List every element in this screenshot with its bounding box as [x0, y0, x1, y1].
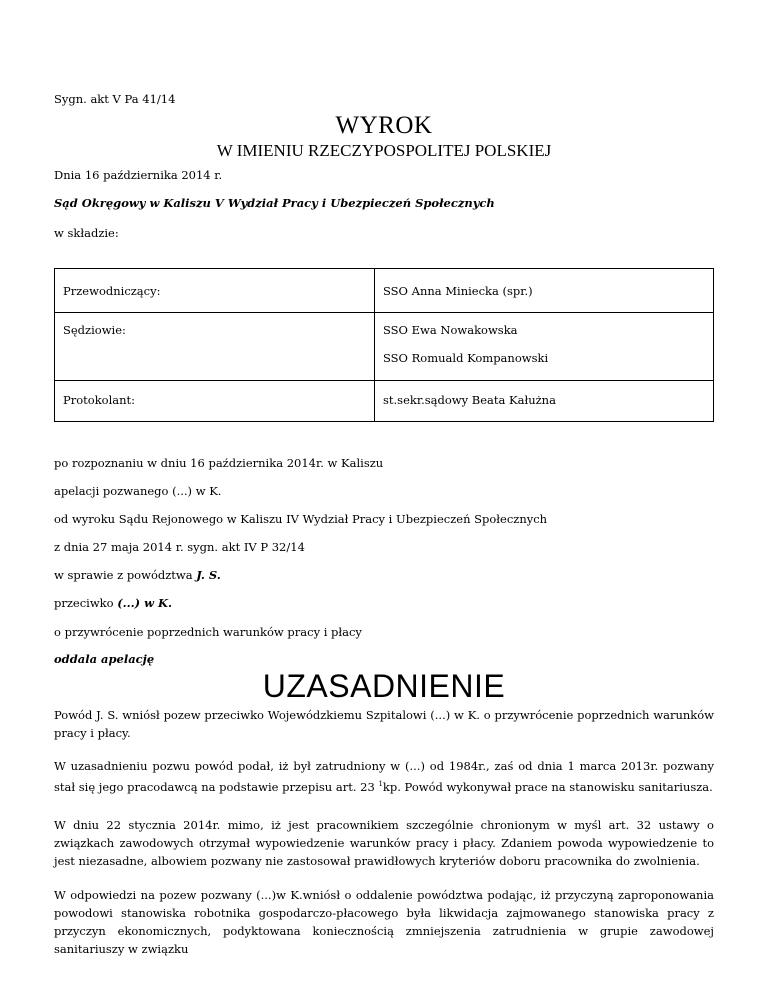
- case-number: Sygn. akt V Pa 41/14: [54, 92, 176, 106]
- plaintiff-prefix: w sprawie z powództwa: [54, 568, 197, 582]
- table-row: [55, 381, 714, 422]
- document-title: WYROK: [335, 112, 433, 139]
- panel-table: [54, 268, 714, 422]
- justification-paragraph-2: [54, 757, 714, 796]
- paragraph-2-superscript: 1: [378, 780, 383, 788]
- body-line-subject: o przywrócenie poprzednich warunków pracy i płacy: [54, 625, 362, 639]
- verdict: oddala apelację: [54, 652, 155, 666]
- defendant-name: (...) w K.: [117, 596, 173, 610]
- justification-paragraph-4: W odpowiedzi na pozew pozwany (...)w K.wniósł o oddalenie powództwa podając, iż przyczyną zaproponowania powodowi stanowiska robotnika gospodarczo-płacowego była likwidacja zajmowanego stanowiska pracy z przyczyn ekonomicznych, podyktowana koniecznością zmniejszenia zatrudnienia w grupie zawodowej sanitariuszy w związku: [54, 888, 714, 956]
- clerk-label: Protokolant:: [55, 381, 375, 422]
- judge-2: SSO Romuald Kompanowski: [383, 351, 549, 365]
- document-subtitle: W IMIENIU RZECZYPOSPOLITEJ POLSKIEJ: [216, 141, 552, 160]
- table-row: [55, 269, 714, 313]
- presiding-value: SSO Anna Miniecka (spr.): [375, 269, 714, 313]
- clerk-value: st.sekr.sądowy Beata Kałużna: [383, 393, 556, 407]
- justification-paragraph-3: W dniu 22 stycznia 2014r. mimo, iż jest pracownikiem szczególnie chronionym w myśl art. 32 ustawy o związkach zawodowych otrzymał wypowiedzenie warunków pracy i płacy. Zdaniem powoda wypowiedzenie to jest niezasadne, albowiem pozwany nie zastosował prawidłowych kryteriów doboru pracownika do zwolnienia.: [54, 818, 714, 868]
- composition-label: w składzie:: [54, 226, 119, 240]
- body-line-hearing: po rozpoznaniu w dniu 16 października 2014r. w Kaliszu: [54, 456, 384, 470]
- justification-heading: UZASADNIENIE: [262, 668, 506, 704]
- body-line-lower-date: z dnia 27 maja 2014 r. sygn. akt IV P 32/14: [54, 540, 305, 554]
- paragraph-2-text-a: W uzasadnieniu pozwu powód podał, iż był zatrudniony w (...) od 1984r., zaś od dnia 1 marca 2013r. pozwany stał się jego pracodawcą na podstawie przepisu art. 23: [54, 759, 714, 794]
- judgment-date: Dnia 16 października 2014 r.: [54, 168, 223, 182]
- defendant-prefix: przeciwko: [54, 596, 118, 610]
- court-name: Sąd Okręgowy w Kaliszu V Wydział Pracy i Ubezpieczeń Społecznych: [54, 196, 495, 210]
- body-line-defendant: [54, 596, 172, 610]
- body-line-lower-court: od wyroku Sądu Rejonowego w Kaliszu IV Wydział Pracy i Ubezpieczeń Społecznych: [54, 512, 548, 526]
- justification-paragraph-1: Powód J. S. wniósł pozew przeciwko Wojewódzkiemu Szpitalowi (...) w K. o przywrócenie poprzednich warunków pracy i płacy.: [54, 708, 714, 740]
- body-line-appeal: apelacji pozwanego (...) w K.: [54, 484, 222, 498]
- presiding-label: Przewodniczący:: [55, 269, 375, 313]
- judges-cell: [375, 313, 714, 381]
- plaintiff-name: J. S.: [196, 568, 221, 582]
- body-line-plaintiff: [54, 568, 221, 582]
- judges-label: Sędziowie:: [55, 313, 375, 381]
- paragraph-2-text-b: kp. Powód wykonywał prace na stanowisku sanitariusza.: [382, 779, 713, 794]
- judge-1: SSO Ewa Nowakowska: [383, 323, 518, 337]
- table-row: [55, 313, 714, 381]
